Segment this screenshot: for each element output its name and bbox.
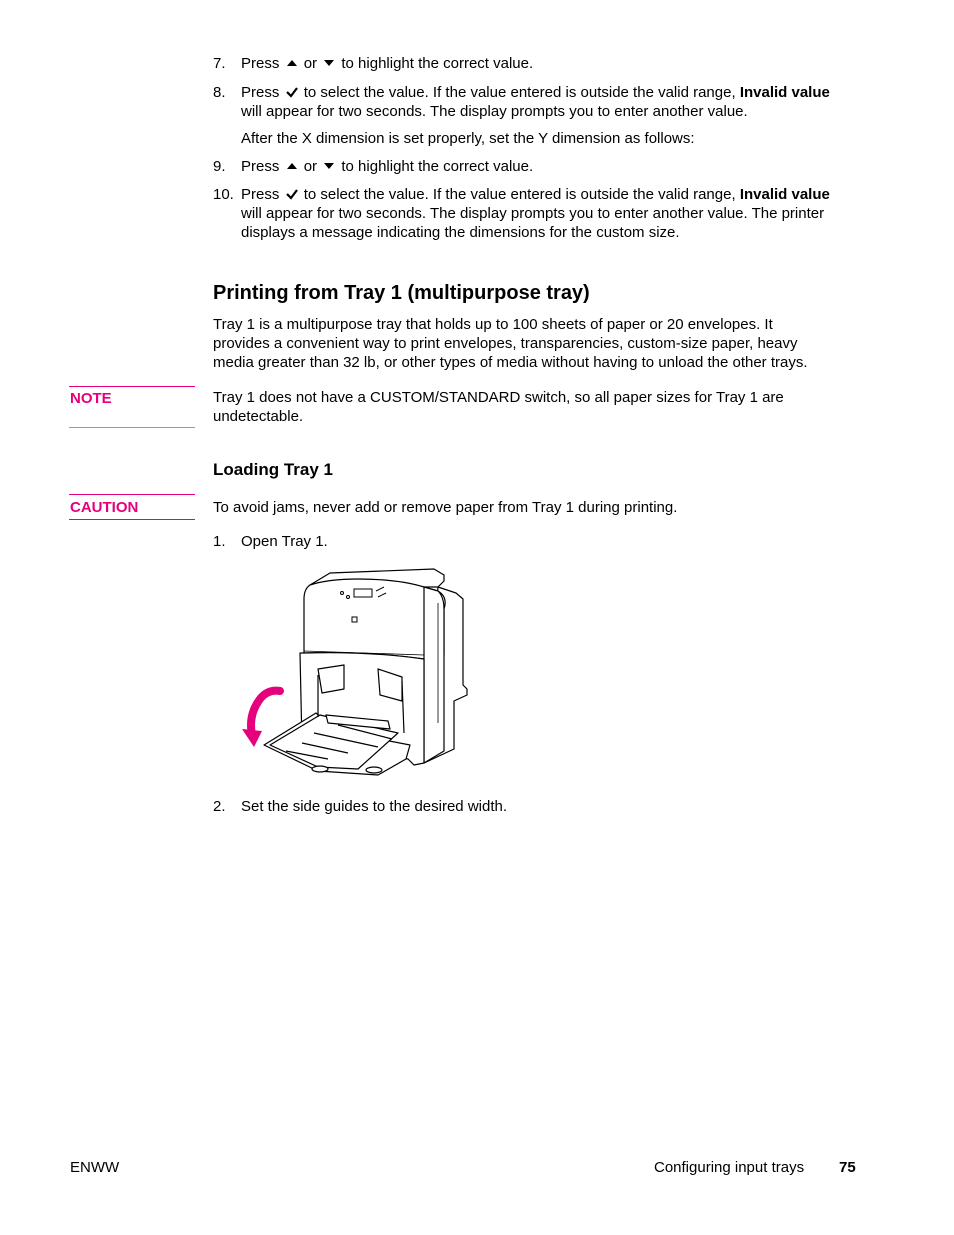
checkmark-icon [285,188,299,200]
step-number: 8. [213,84,226,101]
step-number: 9. [213,158,226,175]
between-text: After the X dimension is set properly, set the Y dimension as follows: [241,130,695,147]
note-line: Tray 1 does not have a CUSTOM/STANDARD switch, so all paper sizes for Tray 1 are [213,389,784,406]
step-7 [213,54,853,73]
step-10 [213,185,853,242]
step-text: or [303,158,318,175]
step-text: Press [241,158,280,175]
footer-section: Configuring input trays [654,1159,805,1176]
caution-bottom-rule [69,519,195,520]
note-line: undetectable. [213,408,304,425]
down-arrow-icon [322,160,336,172]
step-number: 7. [213,55,226,72]
printer-illustration [238,563,470,787]
step-text: Press [241,84,280,101]
note-bottom-rule [69,427,195,428]
step-text: to select the value. If the value entered is outside the valid range, [303,186,736,203]
step-text: to highlight the correct value. [341,55,534,72]
step-8 [213,83,853,121]
note-top-rule [69,386,195,387]
page-number: 75 [839,1159,856,1176]
footer-left: ENWW [70,1159,120,1176]
tray-step-2 [213,797,853,816]
step-number: 2. [213,798,226,815]
note-text [213,388,853,426]
tray-step-1 [213,532,853,551]
invalid-value-label: Invalid value [739,84,830,101]
step-text: Open Tray 1. [241,533,328,550]
step-text: will appear for two seconds. The display prompts you to enter another value. [241,103,748,120]
intro-paragraph [213,315,853,372]
step-text: Set the side guides to the desired width. [241,798,508,815]
step-9 [213,157,853,176]
section-title: Printing from Tray 1 (multipurpose tray) [213,282,590,304]
step-number: 10. [213,186,234,203]
up-arrow-icon [285,57,299,69]
up-arrow-icon [285,160,299,172]
step-text: Press [241,186,280,203]
caution-top-rule [69,494,195,495]
intro-line: media greater than 32 lb, or other types of media without having to unload the other trays. [213,354,808,371]
down-arrow-icon [322,57,336,69]
intro-line: provides a convenient way to print envelopes, transparencies, custom-size paper, heavy [213,335,798,352]
step-text: or [303,55,318,72]
step-number: 1. [213,533,226,550]
step-text: Press [241,55,280,72]
step-text: will appear for two seconds. The display prompts you to enter another value. The printer [241,205,825,222]
caution-text: To avoid jams, never add or remove paper from Tray 1 during printing. [213,499,678,516]
step-text: to highlight the correct value. [341,158,534,175]
note-label: NOTE [70,390,112,407]
step-text: to select the value. If the value entered is outside the valid range, [303,84,736,101]
step-text: displays a message indicating the dimensions for the custom size. [241,224,680,241]
checkmark-icon [285,86,299,98]
invalid-value-label: Invalid value [739,186,830,203]
intro-line: Tray 1 is a multipurpose tray that holds up to 100 sheets of paper or 20 envelopes. It [213,316,773,333]
caution-label: CAUTION [70,499,139,516]
subheading: Loading Tray 1 [213,460,333,479]
